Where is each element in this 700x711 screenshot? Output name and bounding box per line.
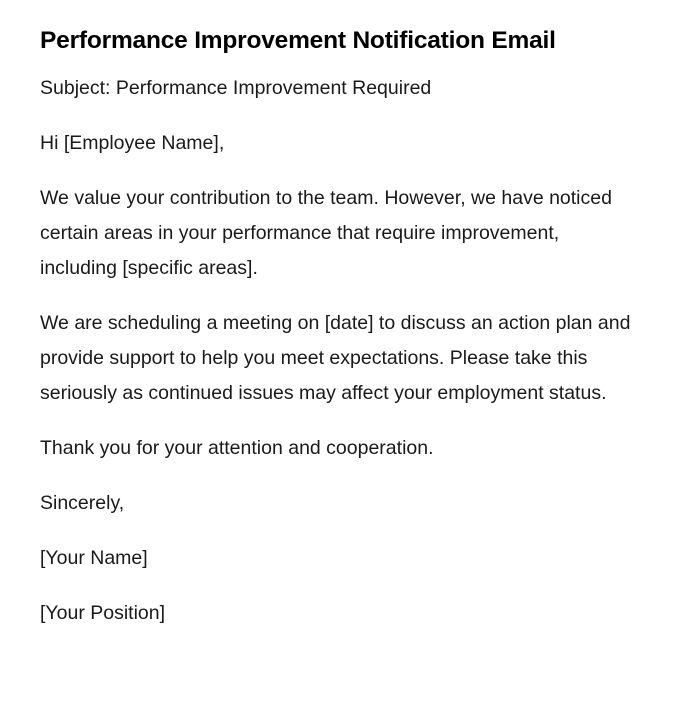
signature-position: [Your Position] — [40, 602, 166, 624]
document-title: Performance Improvement Notification Email — [40, 27, 556, 54]
email-thanks-line: Thank you for your attention and cooperation. — [40, 437, 434, 459]
email-body-paragraph-2: We are scheduling a meeting on [date] to discuss an action plan and provide support to help you meet expectations. Please take this seriously as continued issues may affect your employment status. — [40, 312, 631, 404]
email-body-paragraph-1: We value your contribution to the team. However, we have noticed certain areas in your performance that require improvement, including [specific areas]. — [40, 187, 612, 279]
email-greeting: Hi [Employee Name], — [40, 132, 225, 154]
email-subject: Subject: Performance Improvement Required — [40, 77, 432, 99]
signature-name: [Your Name] — [40, 547, 148, 569]
email-closing: Sincerely, — [40, 492, 125, 514]
